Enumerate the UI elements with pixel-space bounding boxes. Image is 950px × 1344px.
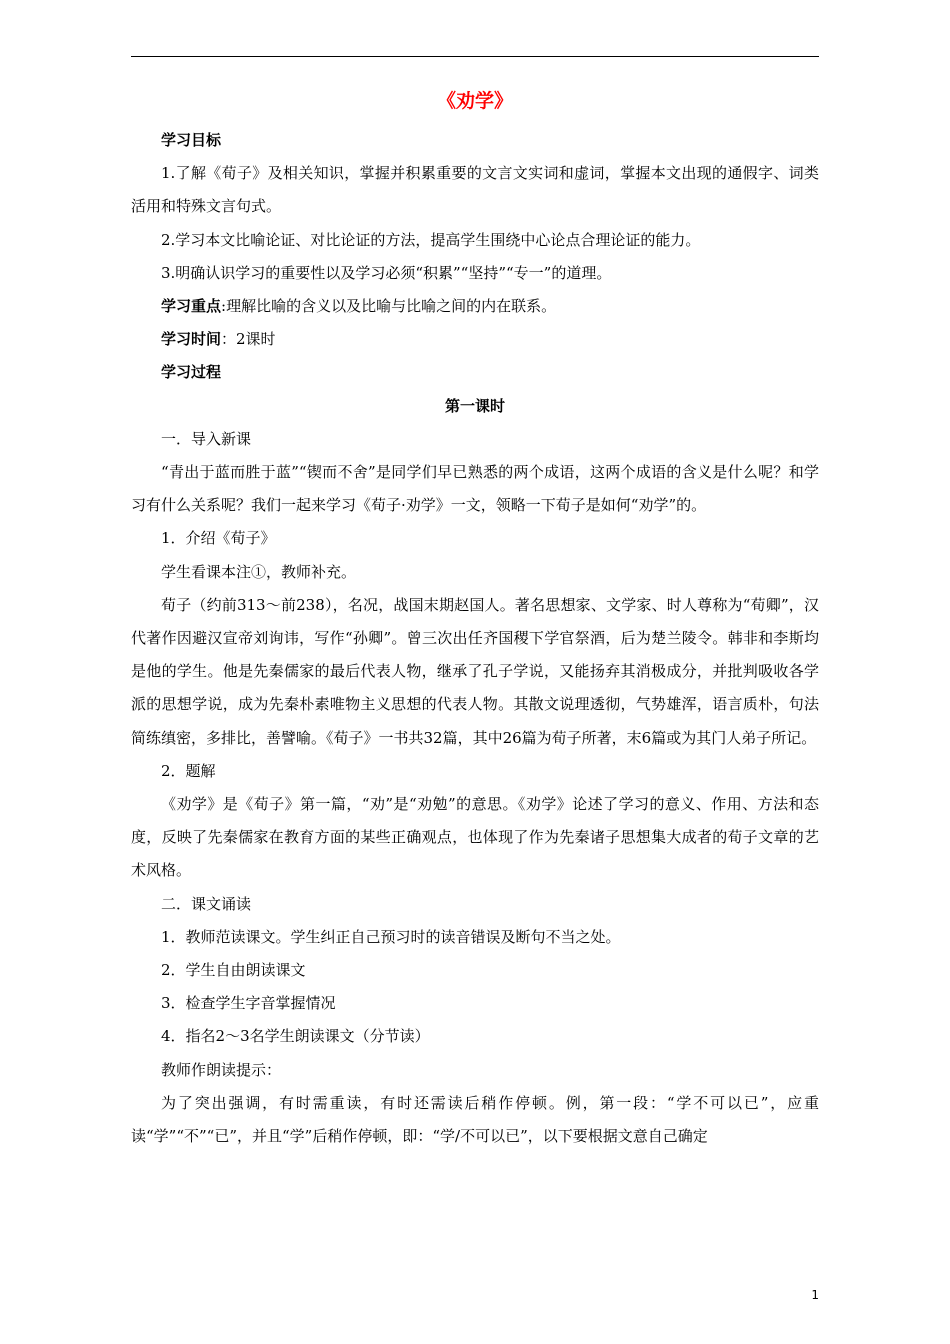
section2-item-3: 3．检查学生字音掌握情况 — [161, 994, 336, 1013]
study-time-text: ：2课时 — [221, 330, 276, 349]
section1-intro: “青出于蓝而胜于蓝”“锲而不舍”是同学们早已熟悉的两个成语，这两个成语的含义是什么呢？和学习有什么关系呢？我们一起来学习《荀子·劝学》一文，领略一下荀子是如何“劝学”的。 — [131, 463, 819, 515]
reading-tips-label: 教师作朗读提示： — [161, 1060, 282, 1079]
section1-sub2-text: 《劝学》是《荀子》第一篇，“劝”是“劝勉”的意思。《劝学》论述了学习的意义、作用、方法和态度，反映了先秦儒家在教育方面的某些正确观点，也体现了作为先秦诸子思想集大成者的荀子文章的艺术风格。 — [131, 795, 819, 880]
reading-tips-text: 为了突出强调，有时需重读，有时还需读后稍作停顿。例，第一段：“学不可以已”，应重读“学”“不”“已”，并且“学”后稍作停顿，即：“学/不可以已”，以下要根据文意自己确定 — [131, 1093, 819, 1146]
section2-item-4: 4．指名2～3名学生朗读课文（分节读） — [161, 1027, 430, 1046]
section2-item-2: 2．学生自由朗读课文 — [161, 961, 306, 980]
objective-item-2: 2.学习本文比喻论证、对比论证的方法，提高学生围绕中心论点合理论证的能力。 — [161, 230, 701, 249]
objective-item-1: 1.了解《荀子》及相关知识，掌握并积累重要的文言文实词和虚词，掌握本文出现的通假字、词类活用和特殊文言句式。 — [131, 164, 819, 216]
section1-sub2-heading: 2．题解 — [161, 761, 216, 780]
section2-heading: 二．课文诵读 — [161, 894, 252, 913]
study-time-label: 学习时间 — [161, 330, 222, 349]
lesson1-heading: 第一课时 — [444, 396, 505, 415]
section1-heading: 一．导入新课 — [161, 429, 252, 448]
page-title: 《劝学》 — [436, 90, 513, 112]
key-point-text: :理解比喻的含义以及比喻与比喻之间的内在联系。 — [221, 297, 557, 316]
section1-sub1-note: 学生看课本注①，教师补充。 — [161, 562, 357, 581]
document-body — [131, 124, 819, 1153]
section1-sub1-text: 荀子（约前313～前238），名况，战国末期赵国人。著名思想家、文学家、时人尊称为“荀卿”，汉代著作因避汉宣帝刘询讳，写作“孙卿”。曾三次出任齐国稷下学官祭酒，后为楚兰陵令。韩非和李斯均是他的学生。他是先秦儒家的最后代表人物，继承了孔子学说，又能扬弃其消极成分，并批判吸收各学派的思想学说，成为先秦朴素唯物主义思想的代表人物。其散文说理透彻，气势雄浑，语言质朴，句法简练缜密，多排比，善譬喻。《荀子》一书共32篇，其中26篇为荀子所著，末6篇或为其门人弟子所记。 — [131, 595, 819, 747]
study-time — [131, 323, 819, 356]
section1-sub1-heading: 1．介绍《荀子》 — [161, 529, 276, 548]
key-point — [131, 290, 819, 323]
process-heading: 学习过程 — [161, 363, 222, 382]
objective-item-3: 3.明确认识学习的重要性以及学习必须“积累”“坚持”“专一”的道理。 — [161, 263, 612, 282]
key-point-label: 学习重点 — [161, 297, 222, 316]
objectives-heading: 学习目标 — [161, 131, 222, 149]
header-rule — [131, 56, 819, 57]
section2-item-1: 1．教师范读课文。学生纠正自己预习时的读音错误及断句不当之处。 — [161, 927, 621, 946]
page-number: 1 — [811, 1288, 819, 1302]
